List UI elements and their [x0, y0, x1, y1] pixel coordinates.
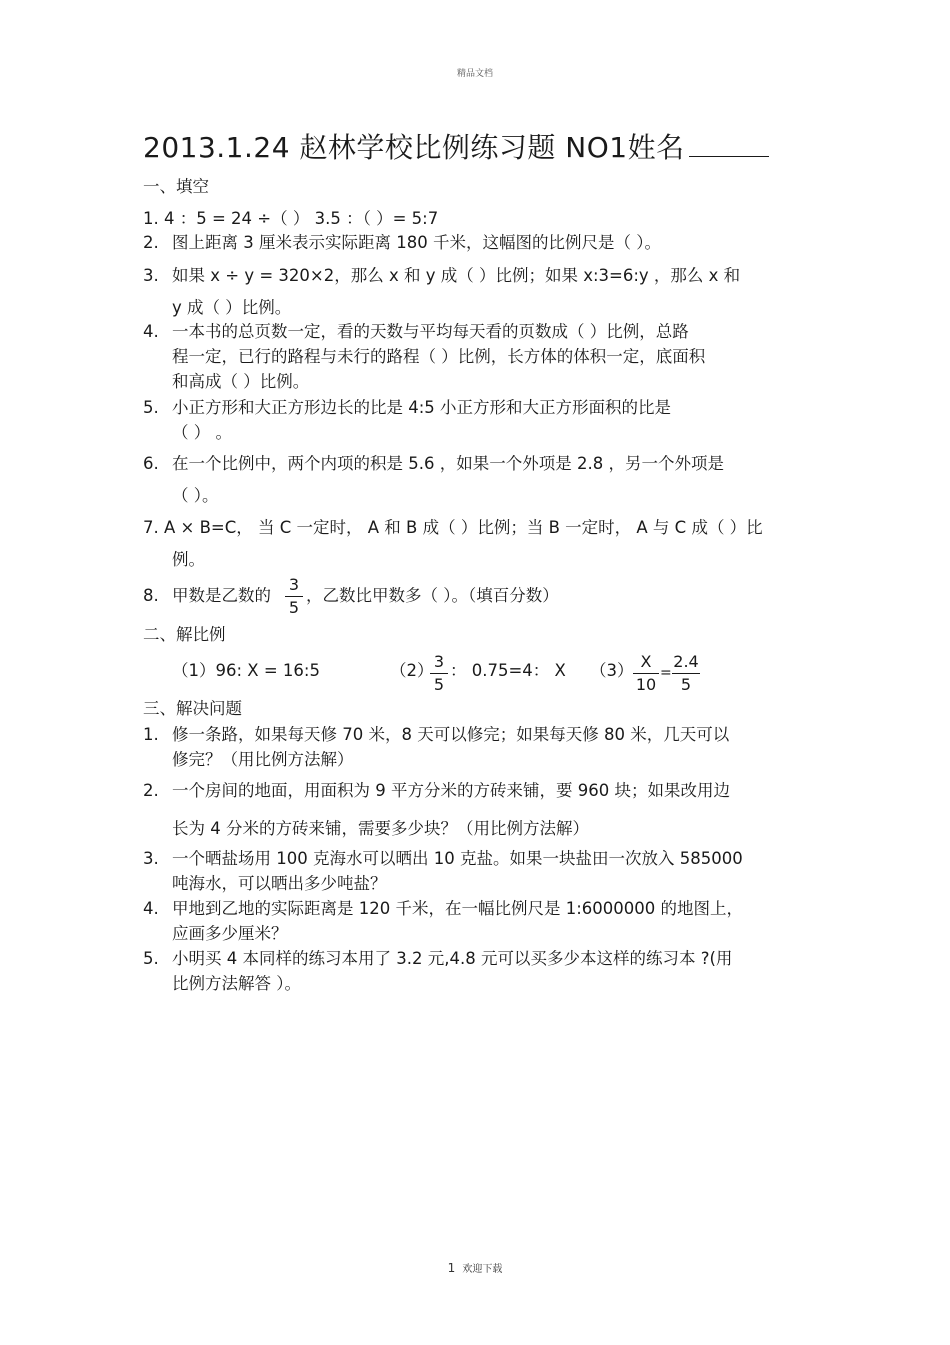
problem-r1-line1: 修一条路，如果每天修 70 米，8 天可以修完；如果每天修 80 米，几天可以	[172, 725, 730, 744]
fill-q8-suffix: ，乙数比甲数多（ ）。（填百分数）	[306, 586, 559, 605]
p3-left-denominator: 10	[635, 675, 657, 694]
fill-q5-number: 5.	[143, 398, 159, 417]
problem-r1-number: 1.	[143, 725, 159, 744]
fill-q6-line2: （ ）。	[172, 486, 219, 505]
problem-r4-number: 4.	[143, 899, 159, 918]
name-blank	[689, 134, 769, 157]
section-fill-heading: 一、填空	[143, 177, 209, 196]
problem-r2-number: 2.	[143, 781, 159, 800]
fill-q7-line1: 7. A × B=C， 当 C 一定时， A 和 B 成（ ）比例；当 B 一定时， A 与 C 成（ ）比	[143, 518, 763, 537]
problem-r3-line1: 一个晒盐场用 100 克海水可以晒出 10 克盐。如果一块盐田一次放入 585000	[172, 849, 743, 868]
proportion-p1: （1）96: X = 16:5	[172, 661, 320, 680]
fill-q2-number: 2.	[143, 233, 159, 252]
problem-r3-line2: 吨海水，可以晒出多少吨盐？	[172, 874, 387, 893]
p3-equals: =	[660, 665, 672, 681]
proportion-p3-label: （3）	[590, 661, 634, 680]
fill-q3-line2: y 成（ ）比例。	[172, 298, 292, 317]
q8-fraction	[285, 575, 303, 618]
q8-fraction-bar	[285, 596, 303, 597]
fill-q4-number: 4.	[143, 322, 159, 341]
proportion-p2-label: （2）	[390, 661, 434, 680]
p2-fraction-denominator: 5	[433, 675, 445, 694]
fill-q2: 图上距离 3 厘米表示实际距离 180 千米，这幅图的比例尺是（ ）。	[172, 233, 661, 252]
fill-q7-line2: 例。	[172, 550, 205, 569]
proportion-p2-rest: ： 0.75=4： X	[450, 661, 566, 680]
q8-fraction-denominator: 5	[288, 598, 300, 617]
fill-q4-line1: 一本书的总页数一定，看的天数与平均每天看的页数成（ ）比例，总路	[172, 322, 689, 341]
problem-r2-line2: 长为 4 分米的方砖来铺，需要多少块？（用比例方法解）	[172, 819, 589, 838]
p3-left-bar	[633, 673, 659, 674]
page-footer	[0, 1260, 950, 1275]
problem-r4-line2: 应画多少厘米？	[172, 924, 288, 943]
title-text: 2013.1.24 赵林学校比例练习题 NO1姓名	[143, 131, 685, 164]
fill-q8-number: 8.	[143, 586, 159, 605]
section-proportion-heading: 二、解比例	[143, 625, 226, 644]
problem-r5-line1: 小明买 4 本同样的练习本用了 3.2 元,4.8 元可以买多少本这样的练习本 ?(用	[172, 949, 733, 968]
p2-fraction	[430, 652, 448, 695]
p2-fraction-numerator: 3	[433, 652, 445, 671]
section-problems-heading: 三、解决问题	[143, 699, 242, 718]
page-number: 1	[447, 1261, 456, 1275]
fill-q6-line1: 在一个比例中，两个内项的积是 5.6 ，如果一个外项是 2.8 ，另一个外项是	[172, 454, 724, 473]
problem-r1-line2: 修完？（用比例方法解）	[172, 750, 354, 769]
p3-right-bar	[672, 673, 700, 674]
fill-q4-line2: 程一定，已行的路程与未行的路程（ ）比例，长方体的体积一定，底面积	[172, 347, 706, 366]
fill-q8-prefix: 甲数是乙数的	[172, 586, 271, 605]
problem-r5-line2: 比例方法解答 ）。	[172, 974, 301, 993]
fill-q4-line3: 和高成（ ）比例。	[172, 372, 310, 391]
p3-left-fraction	[633, 652, 659, 695]
p3-right-numerator: 2.4	[673, 652, 699, 671]
problem-r4-line1: 甲地到乙地的实际距离是 120 千米，在一幅比例尺是 1:6000000 的地图上，	[172, 899, 744, 918]
header-note: 精品文档	[456, 69, 493, 79]
q8-fraction-numerator: 3	[288, 575, 300, 594]
page-title	[143, 126, 769, 166]
fill-q3-line1: 如果 x ÷ y = 320×2，那么 x 和 y 成（ ）比例；如果 x:3=6:y ，那么 x 和	[172, 266, 741, 285]
problem-r2-line1: 一个房间的地面，用面积为 9 平方分米的方砖来铺，要 960 块；如果改用边	[172, 781, 730, 800]
fill-q3-number: 3.	[143, 266, 159, 285]
fill-q5-line1: 小正方形和大正方形边长的比是 4:5 小正方形和大正方形面积的比是	[172, 398, 672, 417]
p3-left-numerator: X	[640, 652, 652, 671]
problem-r5-number: 5.	[143, 949, 159, 968]
fill-q5-line2: （ ） 。	[172, 423, 232, 442]
fill-q1: 1. 4 ：5 = 24 ÷（ ） 3.5 ：（ ）= 5:7	[143, 209, 439, 228]
fill-q6-number: 6.	[143, 454, 159, 473]
problem-r3-number: 3.	[143, 849, 159, 868]
p2-fraction-bar	[430, 673, 448, 674]
footer-note: 欢迎下载	[462, 1264, 503, 1275]
p3-right-denominator: 5	[680, 675, 692, 694]
p3-right-fraction	[672, 652, 700, 695]
